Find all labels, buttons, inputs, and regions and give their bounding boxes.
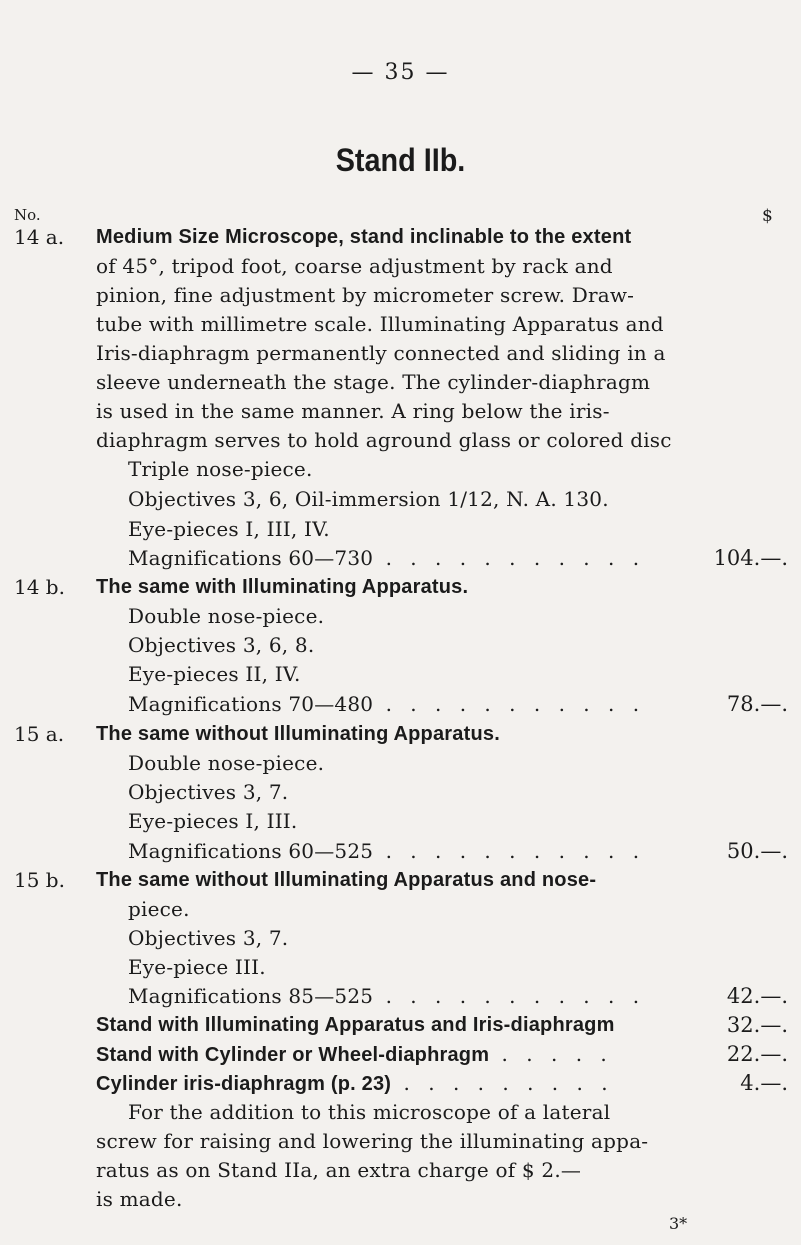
entry-line: Iris-diaphragm permanently connected and sliding in a: [96, 341, 666, 365]
accessory-line: [96, 1041, 613, 1068]
entry-line: piece.: [128, 897, 190, 921]
magnifications: Magnifications 70—480: [128, 692, 374, 716]
magnifications-line: [128, 838, 645, 864]
leader-dots: . . . . . . . . . . .: [373, 546, 646, 570]
entry-line: pinion, fine adjustment by micrometer screw. Draw-: [96, 283, 635, 307]
entry-number: 14 b.: [14, 575, 65, 599]
price: 50.—.: [726, 839, 788, 863]
objectives: Objectives 3, 7.: [128, 780, 289, 804]
price: 22.—.: [726, 1042, 788, 1066]
note-line: ratus as on Stand IIa, an extra charge of $ 2.—: [96, 1158, 582, 1182]
page-title: Stand IIb.: [335, 142, 466, 178]
accessory-label: Stand with Cylinder or Wheel-diaphragm: [96, 1044, 490, 1066]
entry-line: is used in the same manner. A ring below the iris-: [96, 399, 610, 423]
leader-dots: . . . . . . . . .: [391, 1071, 614, 1095]
nose-piece: Double nose-piece.: [128, 751, 325, 775]
price: 32.—.: [726, 1013, 788, 1037]
price: 78.—.: [726, 692, 788, 716]
price: 104.—.: [713, 546, 788, 570]
nose-piece: Double nose-piece.: [128, 604, 325, 628]
nose-piece: Triple nose-piece.: [128, 457, 313, 481]
signature-mark: 3*: [669, 1214, 688, 1233]
note-line: is made.: [96, 1187, 183, 1211]
leader-dots: . . . . . . . . . . .: [373, 839, 646, 863]
entry-line: diaphragm serves to hold aground glass or colored disc: [96, 428, 672, 452]
note-line: screw for raising and lowering the illuminating appa-: [96, 1129, 649, 1153]
entry-line: tube with millimetre scale. Illuminating Apparatus and: [96, 312, 664, 336]
page-number: — 35 —: [351, 60, 450, 85]
magnifications-line: [128, 545, 645, 571]
entry-line: of 45°, tripod foot, coarse adjustment by rack and: [96, 254, 613, 278]
entry-line: The same without Illuminating Apparatus.: [96, 723, 500, 745]
objectives: Objectives 3, 6, Oil-immersion 1/12, N. A. 130.: [128, 487, 609, 511]
accessory-label: Cylinder iris-diaphragm (p. 23): [96, 1073, 392, 1095]
leader-dots: . . . . .: [489, 1042, 613, 1066]
magnifications: Magnifications 60—730: [128, 546, 374, 570]
eye-pieces: Eye-pieces I, III, IV.: [128, 517, 330, 541]
entry-line: The same with Illuminating Apparatus.: [96, 576, 469, 598]
leader-dots: . . . . . . . . . . .: [373, 692, 646, 716]
objectives: Objectives 3, 7.: [128, 926, 289, 950]
magnifications-line: [128, 983, 645, 1009]
accessory-line: [96, 1070, 614, 1097]
entry-line: The same without Illuminating Apparatus and nose-: [96, 869, 597, 891]
note-line: For the addition to this microscope of a lateral: [128, 1100, 611, 1124]
price: 4.—.: [740, 1071, 788, 1095]
leader-dots: . . . . . . . . . . .: [373, 984, 646, 1008]
entry-line: Medium Size Microscope, stand inclinable to the extent: [96, 226, 632, 248]
entry-number: 15 a.: [14, 722, 65, 746]
objectives: Objectives 3, 6, 8.: [128, 633, 315, 657]
column-header-no: No.: [14, 206, 41, 224]
eye-pieces: Eye-pieces I, III.: [128, 809, 298, 833]
magnifications: Magnifications 60—525: [128, 839, 374, 863]
magnifications-line: [128, 691, 645, 717]
magnifications: Magnifications 85—525: [128, 984, 374, 1008]
column-header-price: $: [762, 206, 773, 226]
accessory-label: Stand with Illuminating Apparatus and Iris-diaphragm: [96, 1014, 615, 1036]
entry-number: 14 a.: [14, 225, 65, 249]
eye-pieces: Eye-pieces II, IV.: [128, 662, 301, 686]
eye-pieces: Eye-piece III.: [128, 955, 266, 979]
entry-line: sleeve underneath the stage. The cylinder-diaphragm: [96, 370, 651, 394]
price: 42.—.: [726, 984, 788, 1008]
entry-number: 15 b.: [14, 868, 65, 892]
